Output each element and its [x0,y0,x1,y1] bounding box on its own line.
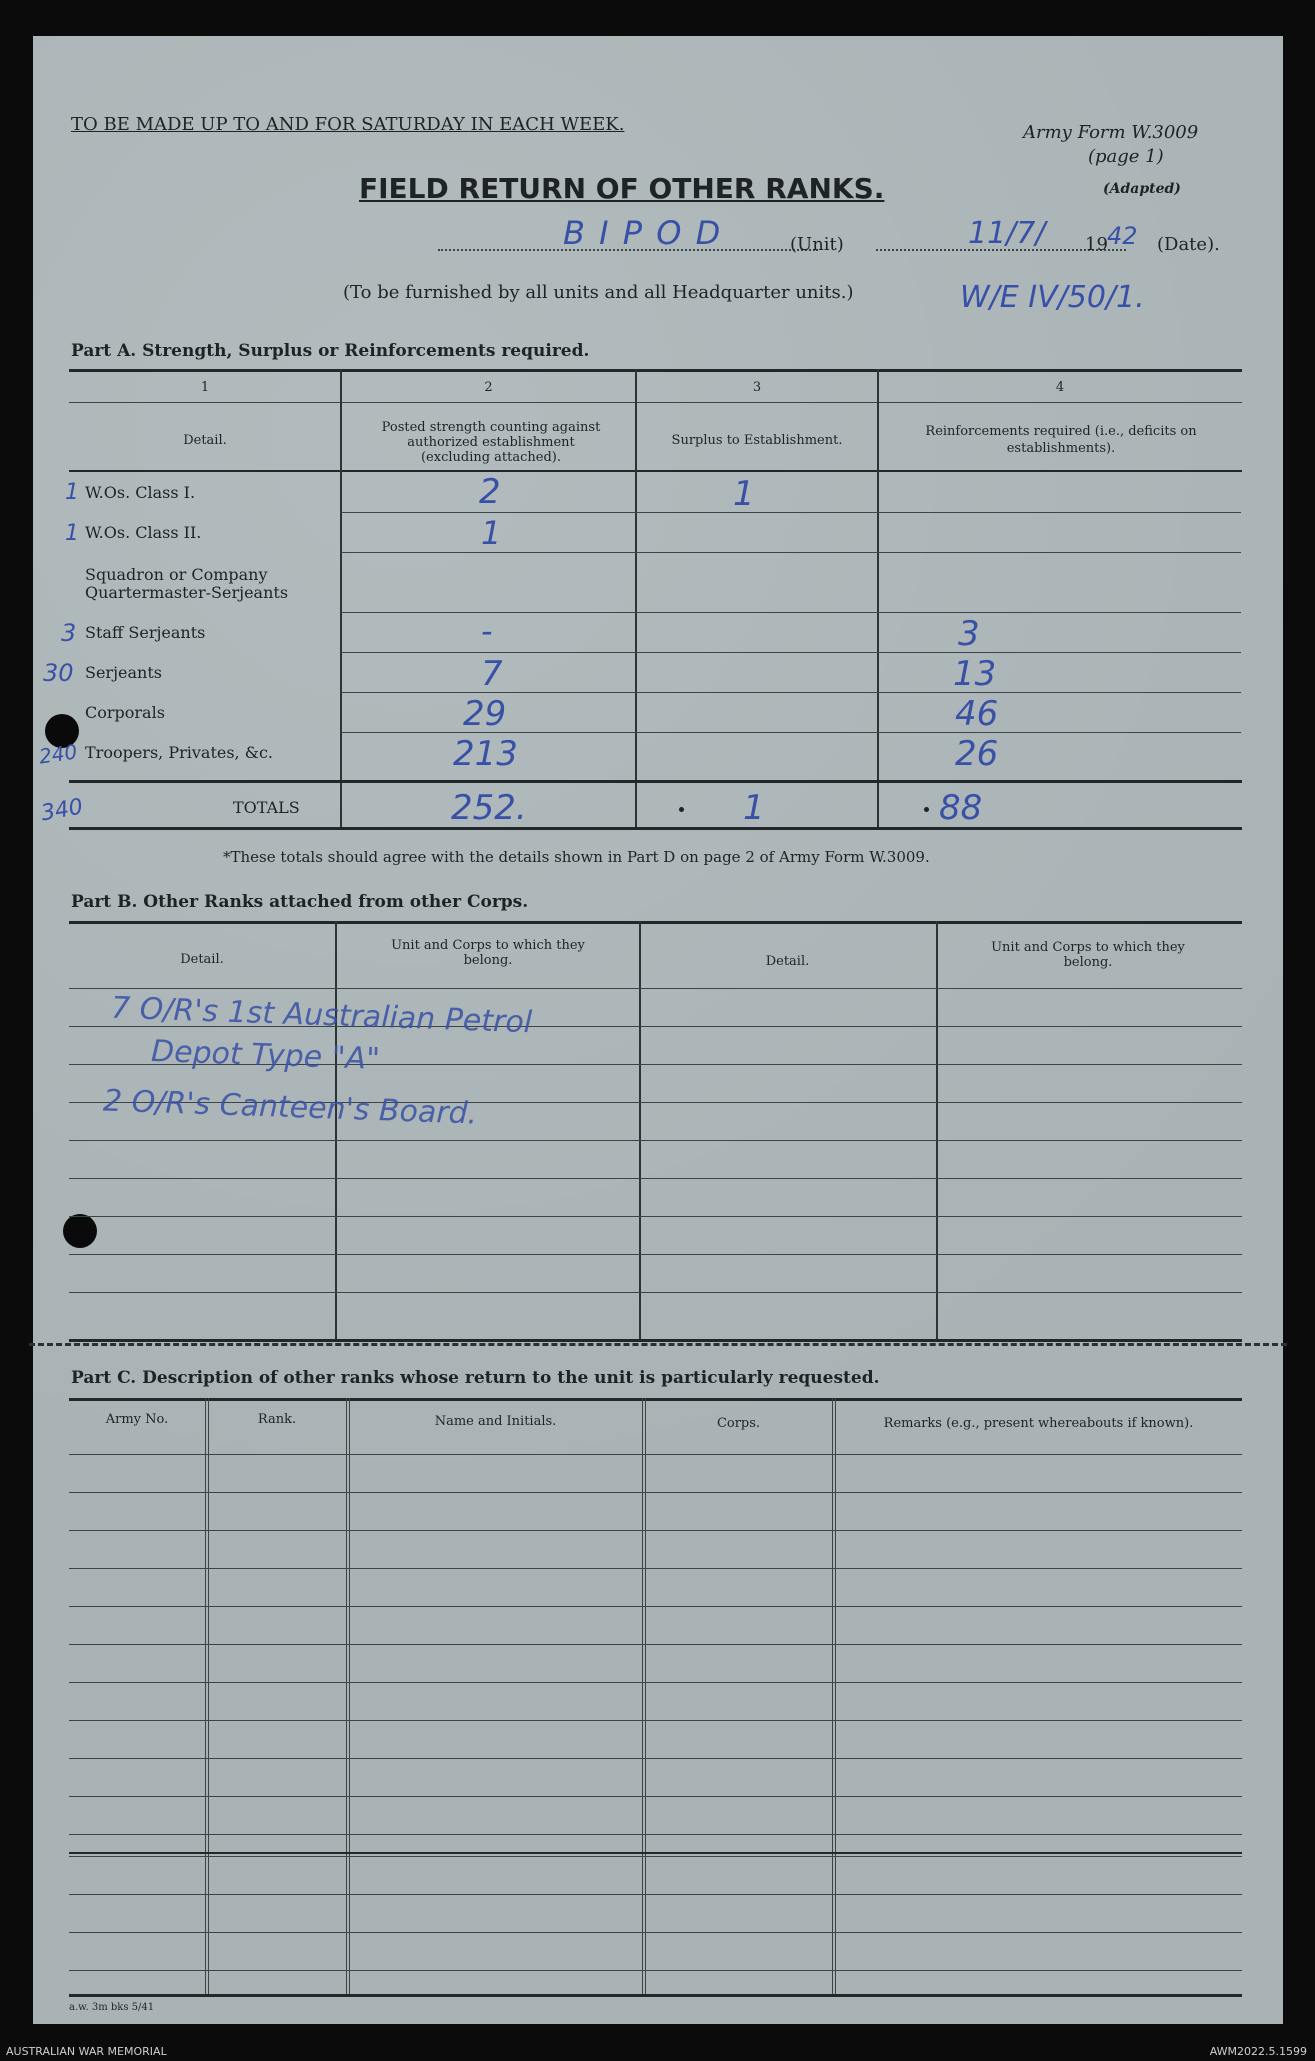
instruction-text: TO BE MADE UP TO AND FOR SATURDAY IN EACH WEEK. [71,114,625,135]
row-margin: 30 [43,659,74,687]
part-b-entry-1: 7 O/R's 1st Australian Petrol [110,990,533,1041]
row-posted: 29 [463,694,507,734]
col-number-2: 2 [484,380,493,395]
part-b-col-unit-2: Unit and Corps to which they belong. [991,940,1185,970]
punch-hole [63,1214,97,1248]
row-detail-privates: Troopers, Privates, &c. [85,743,274,762]
row-detail-staff-sgts: Staff Serjeants [85,623,206,642]
totals-margin: 340 [39,794,85,827]
col-header-posted: Posted strength counting against authorized establishment (excluding attached). [381,420,601,465]
rule [341,612,1241,613]
row-posted: 2 [479,472,501,512]
adapted-label: (Adapted) [1103,181,1181,197]
row-surplus: 1 [733,474,755,514]
part-b-col-detail-2: Detail. [765,954,810,969]
totals-marker [924,807,929,812]
table-row-rule [69,1720,1242,1721]
col-header-detail: Detail. [183,433,227,448]
date-label: (Date). [1157,234,1220,255]
table-row-rule [69,1796,1242,1797]
table-row-rule [69,1894,1242,1895]
rule [69,780,1242,783]
unit-value: B I P O D [563,214,723,252]
table-row-rule [69,1758,1242,1759]
col-number-1: 1 [200,380,210,395]
row-reinforcements: 46 [955,694,999,734]
rule [340,369,342,829]
table-row-rule [69,1834,1242,1835]
rule [835,1398,836,1996]
part-b-entry-3: 2 O/R's Canteen's Board. [102,1083,478,1132]
unit-label: (Unit) [790,234,844,255]
form-sheet [33,36,1283,2024]
row-margin: 240 [37,739,79,769]
table-row-rule [69,1454,1242,1455]
table-row-rule [69,1606,1242,1607]
rule [936,921,938,1341]
row-reinforcements: 13 [953,654,997,694]
row-margin: 3 [61,619,77,647]
row-reinforcements: 26 [955,734,999,774]
table-row-rule [69,1682,1242,1683]
rule [69,470,1242,472]
rule [335,921,337,1341]
rule [341,692,1241,693]
table-row-rule [69,1530,1242,1531]
perforation-line [29,1343,1287,1346]
row-margin: 1 [65,480,79,505]
year-value: 42 [1107,222,1138,250]
row-detail-cpls: Corporals [85,703,165,722]
rule [69,1216,1242,1217]
part-a-heading: Part A. Strength, Surplus or Reinforcements required. [71,341,590,361]
part-c-col-name: Name and Initials. [434,1414,557,1429]
rule [639,921,641,1341]
part-c-col-corps: Corps. [716,1416,761,1431]
row-posted: 7 [481,654,503,694]
rule [69,1856,1242,1857]
table-row-rule [69,1568,1242,1569]
rule [341,652,1241,653]
part-c-col-remarks: Remarks (e.g., present whereabouts if known). [883,1416,1194,1431]
rule [69,988,1242,989]
row-detail-sgts: Serjeants [85,663,162,682]
totals-label: TOTALS [233,798,300,817]
totals-note: *These totals should agree with the details shown in Part D on page 2 of Army Form W.3009. [223,848,930,866]
table-row-rule [69,1932,1242,1933]
rule [341,552,1241,553]
printer-note: a.w. 3m bks 5/41 [69,2002,155,2013]
we-reference: W/E IV/50/1. [960,280,1145,315]
part-b-entry-2: Depot Type "A" [150,1034,381,1077]
rule [69,1994,1242,1997]
rule [635,369,637,829]
table-row-rule [69,1970,1242,1971]
rule [645,1398,646,1996]
totals-marker [679,807,684,812]
rule [205,1398,206,1996]
row-posted: 213 [453,734,518,774]
date-value: 11/7/ [968,216,1046,251]
rule [69,827,1242,830]
footer-right: AWM2022.5.1599 [1209,2045,1307,2058]
rule [69,1398,1242,1401]
rule [69,1852,1242,1854]
rule [69,1178,1242,1179]
totals-posted: 252. [451,788,527,828]
col-header-reinforcements: Reinforcements required (i.e., deficits on establishments). [925,424,1197,456]
rule [208,1398,209,1996]
rule [642,1398,643,1996]
rule [877,369,879,829]
table-row-rule [69,1492,1242,1493]
year-prefix: 19 [1085,234,1108,255]
part-b-col-detail: Detail. [180,952,224,967]
col-number-4: 4 [1055,380,1065,395]
page-title: FIELD RETURN OF OTHER RANKS. [359,172,885,205]
totals-surplus: 1 [743,788,765,828]
page-number: (page 1) [1088,146,1164,167]
rule [69,921,1242,924]
footer-left: AUSTRALIAN WAR MEMORIAL [6,2045,167,2058]
row-posted: - [481,612,493,650]
row-reinforcements: 3 [958,614,980,654]
form-number: Army Form W.3009 [1023,122,1199,143]
row-detail-wo1: W.Os. Class I. [85,483,196,502]
table-row-rule [69,1644,1242,1645]
col-header-surplus: Surplus to Establishment. [671,433,843,448]
part-b-heading: Part B. Other Ranks attached from other Corps. [71,892,529,912]
part-c-col-army-no: Army No. [105,1412,169,1427]
rule [69,402,1242,403]
rule [69,1292,1242,1293]
furnished-note: (To be furnished by all units and all Headquarter units.) [343,282,854,303]
rule [832,1398,833,1996]
rule [69,1339,1242,1342]
part-c-heading: Part C. Description of other ranks whose return to the unit is particularly requested. [71,1368,880,1388]
row-detail-cqms: Squadron or Company Quartermaster-Serjeants [85,565,289,602]
rule [69,369,1242,372]
rule [341,512,1241,513]
row-detail-wo2: W.Os. Class II. [85,523,202,542]
part-b-col-unit: Unit and Corps to which they belong. [391,938,585,968]
row-margin: 1 [65,521,79,546]
rule [69,1254,1242,1255]
rule [69,1140,1242,1141]
col-number-3: 3 [752,380,762,395]
rule [349,1398,350,1996]
rule [346,1398,347,1996]
totals-reinforcements: 88 [939,788,983,828]
part-c-col-rank: Rank. [257,1412,297,1427]
row-posted: 1 [481,514,502,552]
